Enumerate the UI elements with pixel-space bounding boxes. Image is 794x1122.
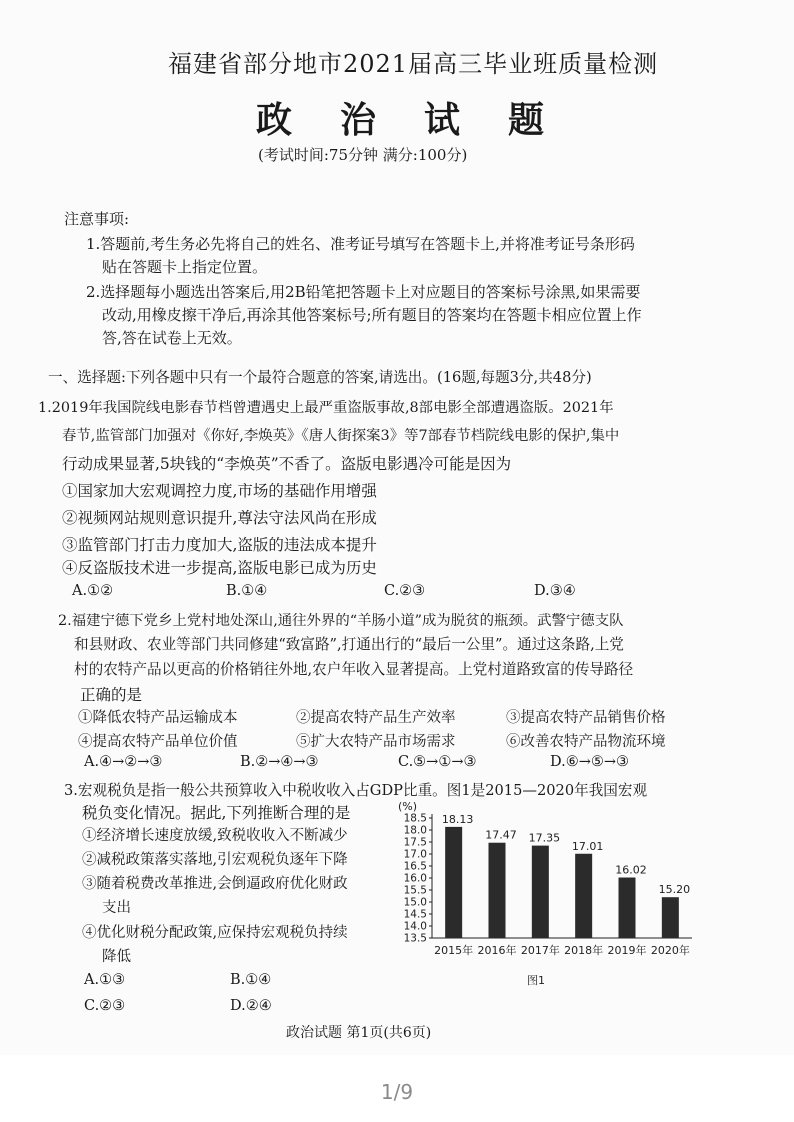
q2-stem-line1: 2.福建宁德下党乡上党村地处深山,通往外界的“羊肠小道”成为脱贫的瓶颈。武警宁德支队 <box>58 613 624 629</box>
chart-x-tick-label: 2020年 <box>650 944 690 957</box>
q3-option-c: C.②③ <box>84 998 126 1014</box>
chart-bar <box>532 846 549 938</box>
chart-data-label: 15.20 <box>658 883 691 897</box>
q2-option-b: B.②→④→③ <box>240 754 319 770</box>
q2-stem-line2: 和县财政、农业等部门共同修建“致富路”,打通出行的“最后一公里”。通过这条路,上党 <box>74 636 624 653</box>
q2-statement-4: ④提高农特产品单位价值 <box>78 734 238 750</box>
chart-y-tick-label: 15.0 <box>403 896 427 909</box>
q3-statement-1: ①经济增长速度放缓,致税收收入不断减少 <box>82 828 348 844</box>
chart-y-tick-label: 17.5 <box>403 836 427 849</box>
q3-stem-line2: 税负变化情况。据此,下列推断合理的是 <box>82 804 351 822</box>
chart-data-label: 18.13 <box>441 812 474 826</box>
notice-item2-line3: 答,答在试卷上无效。 <box>102 329 242 347</box>
q3-stem-line1: 3.宏观税负是指一般公共预算收入中税收收入占GDP比重。图1是2015—2020年我国宏观 <box>64 782 648 799</box>
chart-x-tick-label: 2019年 <box>607 944 647 957</box>
q1-stem-line1: 1.2019年我国院线电影春节档曾遭遇史上最严重盗版事故,8部电影全部遭遇盗版。2021年 <box>38 400 614 416</box>
chart-y-tick-label: 17.0 <box>403 848 427 861</box>
q2-option-c: C.⑤→①→③ <box>398 754 477 770</box>
q2-statement-1: ①降低农特产品运输成本 <box>78 710 238 726</box>
chart-y-tick-label: 14.0 <box>403 920 427 933</box>
chart-x-tick-label: 2016年 <box>477 944 517 957</box>
q1-stem-line2: 春节,监管部门加强对《你好,李焕英》《唐人街探案3》等7部春节档院线电影的保护,集中 <box>62 428 620 444</box>
q2-stem-line3: 村的农特产品以更高的价格销往外地,农户年收入显著提高。上党村道路致富的传导路径 <box>74 661 634 678</box>
q3-statement-2: ②减税政策落实落地,引宏观税负逐年下降 <box>82 852 348 868</box>
section-title: 一、选择题:下列各题中只有一个最符合题意的答案,请选出。(16题,每题3分,共48分) <box>48 369 592 386</box>
q3-statement-4-line1: ④优化财税分配政策,应保持宏观税负持续 <box>82 925 348 941</box>
chart-bar <box>445 827 462 938</box>
chart-bar <box>619 878 636 938</box>
q1-statement-3: ③监管部门打击力度加大,盗版的违法成本提升 <box>62 536 377 554</box>
q2-statement-5: ⑤扩大农特产品市场需求 <box>296 734 456 750</box>
subject-title: 政治试题 <box>256 99 593 141</box>
chart-y-tick-label: 14.5 <box>403 908 427 921</box>
q1-statement-4: ④反盗版技术进一步提高,盗版电影已成为历史 <box>62 559 377 577</box>
notice-item2-line1: 2.选择题每小题选出答案后,用2B铅笔把答题卡上对应题目的答案标号涂黑,如果需要 <box>86 283 641 301</box>
q2-statement-3: ③提高农特产品销售价格 <box>506 710 666 726</box>
chart-data-label: 17.01 <box>571 839 604 853</box>
chart-y-tick-label: 18.0 <box>403 824 427 837</box>
chart-data-label: 16.02 <box>615 863 647 877</box>
q1-statement-1: ①国家加大宏观调控力度,市场的基础作用增强 <box>62 482 377 500</box>
chart-y-tick-label: 16.0 <box>403 872 427 885</box>
q2-option-d: D.⑥→⑤→③ <box>550 754 630 770</box>
notice-item2-line2: 改动,用橡皮擦干净后,再涂其他答案标号;所有题目的答案均在答题卡相应位置上作 <box>102 306 642 324</box>
q2-option-a: A.④→②→③ <box>84 754 163 770</box>
chart-bar <box>575 854 592 938</box>
q3-statement-3-line2: 支出 <box>102 900 131 916</box>
q2-stem-line4: 正确的是 <box>80 686 143 704</box>
q1-option-d: D.③④ <box>534 583 576 599</box>
q1-statement-2: ②视频网站规则意识提升,尊法守法风尚在形成 <box>62 509 377 527</box>
notice-heading: 注意事项: <box>64 210 130 228</box>
q3-statement-4-line2: 降低 <box>102 949 131 965</box>
exam-name: 福建省部分地市2021届高三毕业班质量检测 <box>168 50 659 78</box>
chart-x-tick-label: 2018年 <box>564 944 604 957</box>
chart-y-tick-label: 13.5 <box>403 932 427 945</box>
chart-data-label: 17.47 <box>485 828 517 842</box>
q3-option-b: B.①④ <box>230 972 272 988</box>
chart-bar <box>662 897 679 938</box>
tax-burden-bar-chart <box>392 798 696 988</box>
notice-item1-line1: 1.答题前,考生务必先将自己的姓名、准考证号填写在答题卡上,并将准考证号条形码 <box>86 235 635 253</box>
chart-caption: 图1 <box>527 974 545 987</box>
chart-y-tick-label: 18.5 <box>403 812 427 825</box>
q3-option-d: D.②④ <box>230 998 272 1014</box>
chart-y-tick-label: 15.5 <box>403 884 427 897</box>
notice-item1-line2: 贴在答题卡上指定位置。 <box>102 258 268 276</box>
chart-data-label: 17.35 <box>528 831 561 845</box>
q2-statement-6: ⑥改善农特产品物流环境 <box>506 734 666 750</box>
q1-stem-line3: 行动成果显著,5块钱的“李焕英”不香了。盗版电影遇冷可能是因为 <box>62 455 512 473</box>
q2-statement-2: ②提高农特产品生产效率 <box>296 710 456 726</box>
chart-y-unit: (%) <box>398 800 418 813</box>
q1-option-c: C.②③ <box>384 583 426 599</box>
page-footer: 政治试题 第1页(共6页) <box>286 1025 432 1041</box>
q3-option-a: A.①③ <box>84 972 126 988</box>
page-indicator: 1/9 <box>380 1080 414 1104</box>
q1-option-a: A.①② <box>72 583 114 599</box>
chart-x-tick-label: 2017年 <box>520 944 560 957</box>
exam-time-info: (考试时间:75分钟 满分:100分) <box>258 146 468 164</box>
q3-statement-3-line1: ③随着税费改革推进,会倒逼政府优化财政 <box>82 876 348 892</box>
q1-option-b: B.①④ <box>226 583 268 599</box>
chart-bar <box>489 843 506 938</box>
chart-x-tick-label: 2015年 <box>434 944 474 957</box>
chart-y-tick-label: 16.5 <box>403 860 427 873</box>
